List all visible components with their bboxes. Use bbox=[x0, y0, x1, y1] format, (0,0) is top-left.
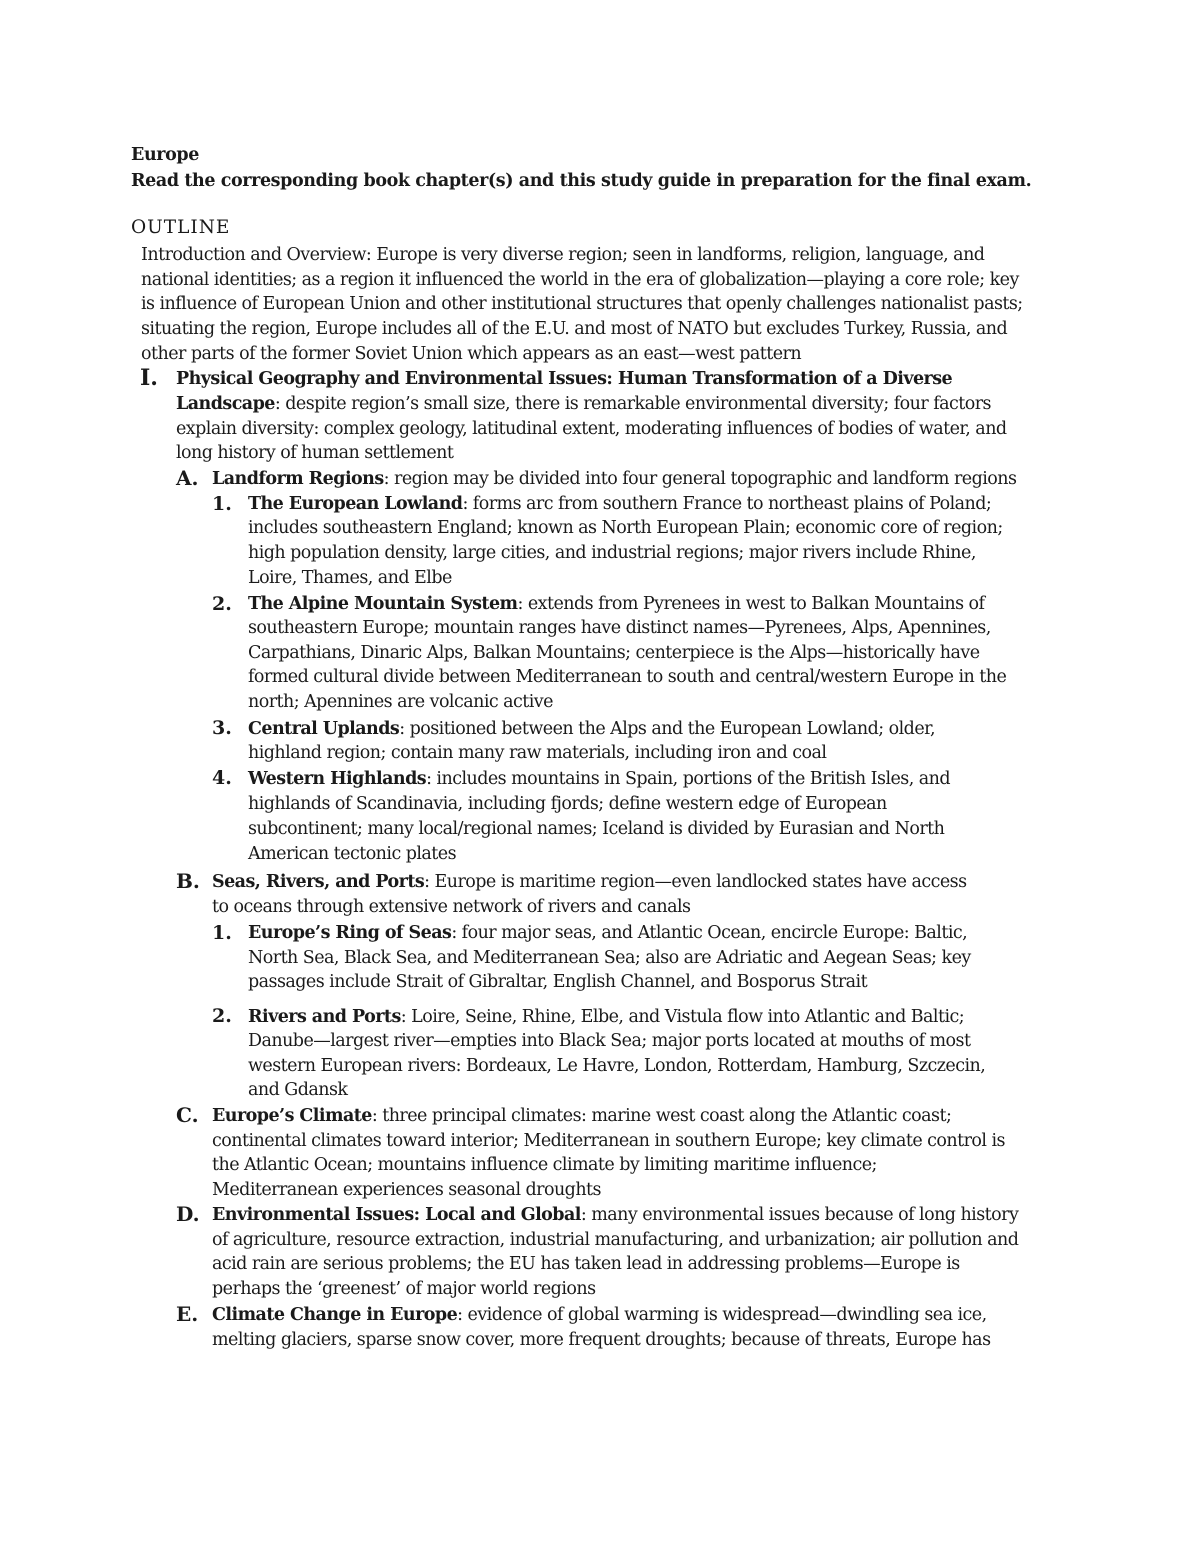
subsection-line: continental climates toward interior; Mediterranean in southern Europe; key climate control is bbox=[212, 1131, 1005, 1151]
item-text: : positioned between the Alps and the European Lowland; older, bbox=[399, 719, 936, 739]
item-line: Danube—largest river—empties into Black Sea; major ports located at mouths of most bbox=[248, 1031, 971, 1051]
section-intro-line: explain diversity: complex geology, latitudinal extent, moderating influences of bodies of water, and bbox=[176, 419, 1007, 439]
item-marker: 3. bbox=[212, 717, 232, 739]
subsection-title: Europe’s Climate bbox=[212, 1106, 372, 1126]
subsection-title: Landform Regions bbox=[212, 469, 384, 489]
item-line: north; Apennines are volcanic active bbox=[248, 692, 553, 712]
item-marker: 1. bbox=[212, 493, 232, 515]
section-marker: I. bbox=[140, 365, 158, 391]
item-line: formed cultural divide between Mediterranean to south and central/western Europe in the bbox=[248, 667, 1007, 687]
section-intro-line: long history of human settlement bbox=[176, 443, 454, 463]
item-text: : forms arc from southern France to northeast plains of Poland; bbox=[462, 494, 992, 514]
subsection-marker: D. bbox=[176, 1202, 200, 1226]
subsection-text: : Europe is maritime region—even landlocked states have access bbox=[424, 872, 967, 892]
item-text: : extends from Pyrenees in west to Balkan Mountains of bbox=[517, 594, 985, 614]
section-title: Physical Geography and Environmental Issues: Human Transformation of a Diverse bbox=[176, 369, 953, 389]
item-title: Central Uplands bbox=[248, 719, 400, 739]
item-title: The Alpine Mountain System bbox=[248, 594, 518, 614]
subsection-text: : evidence of global warming is widespread—dwindling sea ice, bbox=[457, 1305, 987, 1325]
subsection-line: of agriculture, resource extraction, industrial manufacturing, and urbanization; air pollution and bbox=[212, 1230, 1019, 1250]
document-title: Europe bbox=[131, 145, 199, 165]
item-heading bbox=[248, 717, 935, 741]
item-text: : Loire, Seine, Rhine, Elbe, and Vistula flow into Atlantic and Baltic; bbox=[400, 1007, 965, 1027]
subsection-line: the Atlantic Ocean; mountains influence climate by limiting maritime influence; bbox=[212, 1155, 877, 1175]
item-heading bbox=[248, 921, 967, 945]
subsection-heading bbox=[212, 1303, 987, 1327]
item-title: Rivers and Ports bbox=[248, 1007, 401, 1027]
item-line: North Sea, Black Sea, and Mediterranean Sea; also are Adriatic and Aegean Seas; key bbox=[248, 948, 971, 968]
item-line: western European rivers: Bordeaux, Le Havre, London, Rotterdam, Hamburg, Szczecin, bbox=[248, 1056, 986, 1076]
subsection-heading bbox=[212, 1104, 951, 1128]
intro-line: Introduction and Overview: Europe is very diverse region; seen in landforms, religion, language, and bbox=[141, 245, 985, 265]
outline-heading: OUTLINE bbox=[131, 217, 231, 238]
intro-line: situating the region, Europe includes all of the E.U. and most of NATO but excludes Turkey, Russia, and bbox=[141, 319, 1008, 339]
item-line: includes southeastern England; known as North European Plain; economic core of region; bbox=[248, 518, 1003, 538]
subsection-line: Mediterranean experiences seasonal droughts bbox=[212, 1180, 601, 1200]
item-line: southeastern Europe; mountain ranges have distinct names—Pyrenees, Alps, Apennines, bbox=[248, 618, 991, 638]
subsection-text: : many environmental issues because of long history bbox=[580, 1205, 1019, 1225]
subsection-line: melting glaciers, sparse snow cover, more frequent droughts; because of threats, Europe has bbox=[212, 1330, 991, 1350]
item-marker: 2. bbox=[212, 593, 232, 615]
item-line: Loire, Thames, and Elbe bbox=[248, 568, 452, 588]
subsection-marker: E. bbox=[176, 1302, 199, 1326]
subsection-marker: A. bbox=[176, 466, 199, 490]
intro-line: is influence of European Union and other institutional structures that openly challenges nationalist pasts; bbox=[141, 294, 1023, 314]
item-text: : includes mountains in Spain, portions of the British Isles, and bbox=[426, 769, 951, 789]
subsection-heading bbox=[212, 467, 1016, 491]
item-line: highland region; contain many raw materials, including iron and coal bbox=[248, 743, 827, 763]
item-title: The European Lowland bbox=[248, 494, 463, 514]
subsection-line: to oceans through extensive network of rivers and canals bbox=[212, 897, 691, 917]
subsection-text: : three principal climates: marine west coast along the Atlantic coast; bbox=[371, 1106, 952, 1126]
subsection-heading bbox=[212, 1203, 1018, 1227]
item-line: Carpathians, Dinaric Alps, Balkan Mountains; centerpiece is the Alps—historically have bbox=[248, 643, 980, 663]
subsection-title: Environmental Issues: Local and Global bbox=[212, 1205, 581, 1225]
item-heading bbox=[248, 767, 950, 791]
item-marker: 1. bbox=[212, 922, 232, 944]
section-title-continued: Landscape bbox=[176, 394, 275, 414]
intro-line: other parts of the former Soviet Union which appears as an east—west pattern bbox=[141, 344, 802, 364]
subsection-line: acid rain are serious problems; the EU has taken lead in addressing problems—Europe is bbox=[212, 1254, 960, 1274]
item-heading bbox=[248, 592, 984, 616]
item-title: Western Highlands bbox=[248, 769, 427, 789]
subsection-title: Climate Change in Europe bbox=[212, 1305, 458, 1325]
section-intro-line bbox=[176, 392, 991, 416]
instruction-line: Read the corresponding book chapter(s) and this study guide in preparation for the final exam. bbox=[131, 171, 1032, 191]
subsection-heading bbox=[212, 870, 967, 894]
item-line: American tectonic plates bbox=[248, 844, 457, 864]
item-marker: 4. bbox=[212, 767, 232, 789]
item-line: and Gdansk bbox=[248, 1080, 348, 1100]
item-line: subcontinent; many local/regional names; Iceland is divided by Eurasian and North bbox=[248, 819, 945, 839]
item-line: high population density, large cities, and industrial regions; major rivers include Rhine, bbox=[248, 543, 976, 563]
subsection-line: perhaps the ‘greenest’ of major world regions bbox=[212, 1279, 596, 1299]
intro-line: national identities; as a region it influenced the world in the era of globalization—playing a core role; key bbox=[141, 270, 1019, 290]
item-line: passages include Strait of Gibraltar, English Channel, and Bosporus Strait bbox=[248, 972, 868, 992]
item-text: : four major seas, and Atlantic Ocean, encircle Europe: Baltic, bbox=[451, 923, 968, 943]
item-heading bbox=[248, 1005, 964, 1029]
item-marker: 2. bbox=[212, 1005, 232, 1027]
section-intro-text: : despite region’s small size, there is remarkable environmental diversity; four factors bbox=[274, 394, 991, 414]
item-heading bbox=[248, 492, 991, 516]
subsection-marker: C. bbox=[176, 1103, 199, 1127]
subsection-marker: B. bbox=[176, 869, 200, 893]
item-title: Europe’s Ring of Seas bbox=[248, 923, 452, 943]
subsection-title: Seas, Rivers, and Ports bbox=[212, 872, 425, 892]
item-line: highlands of Scandinavia, including fjords; define western edge of European bbox=[248, 794, 887, 814]
subsection-text: : region may be divided into four general topographic and landform regions bbox=[383, 469, 1017, 489]
